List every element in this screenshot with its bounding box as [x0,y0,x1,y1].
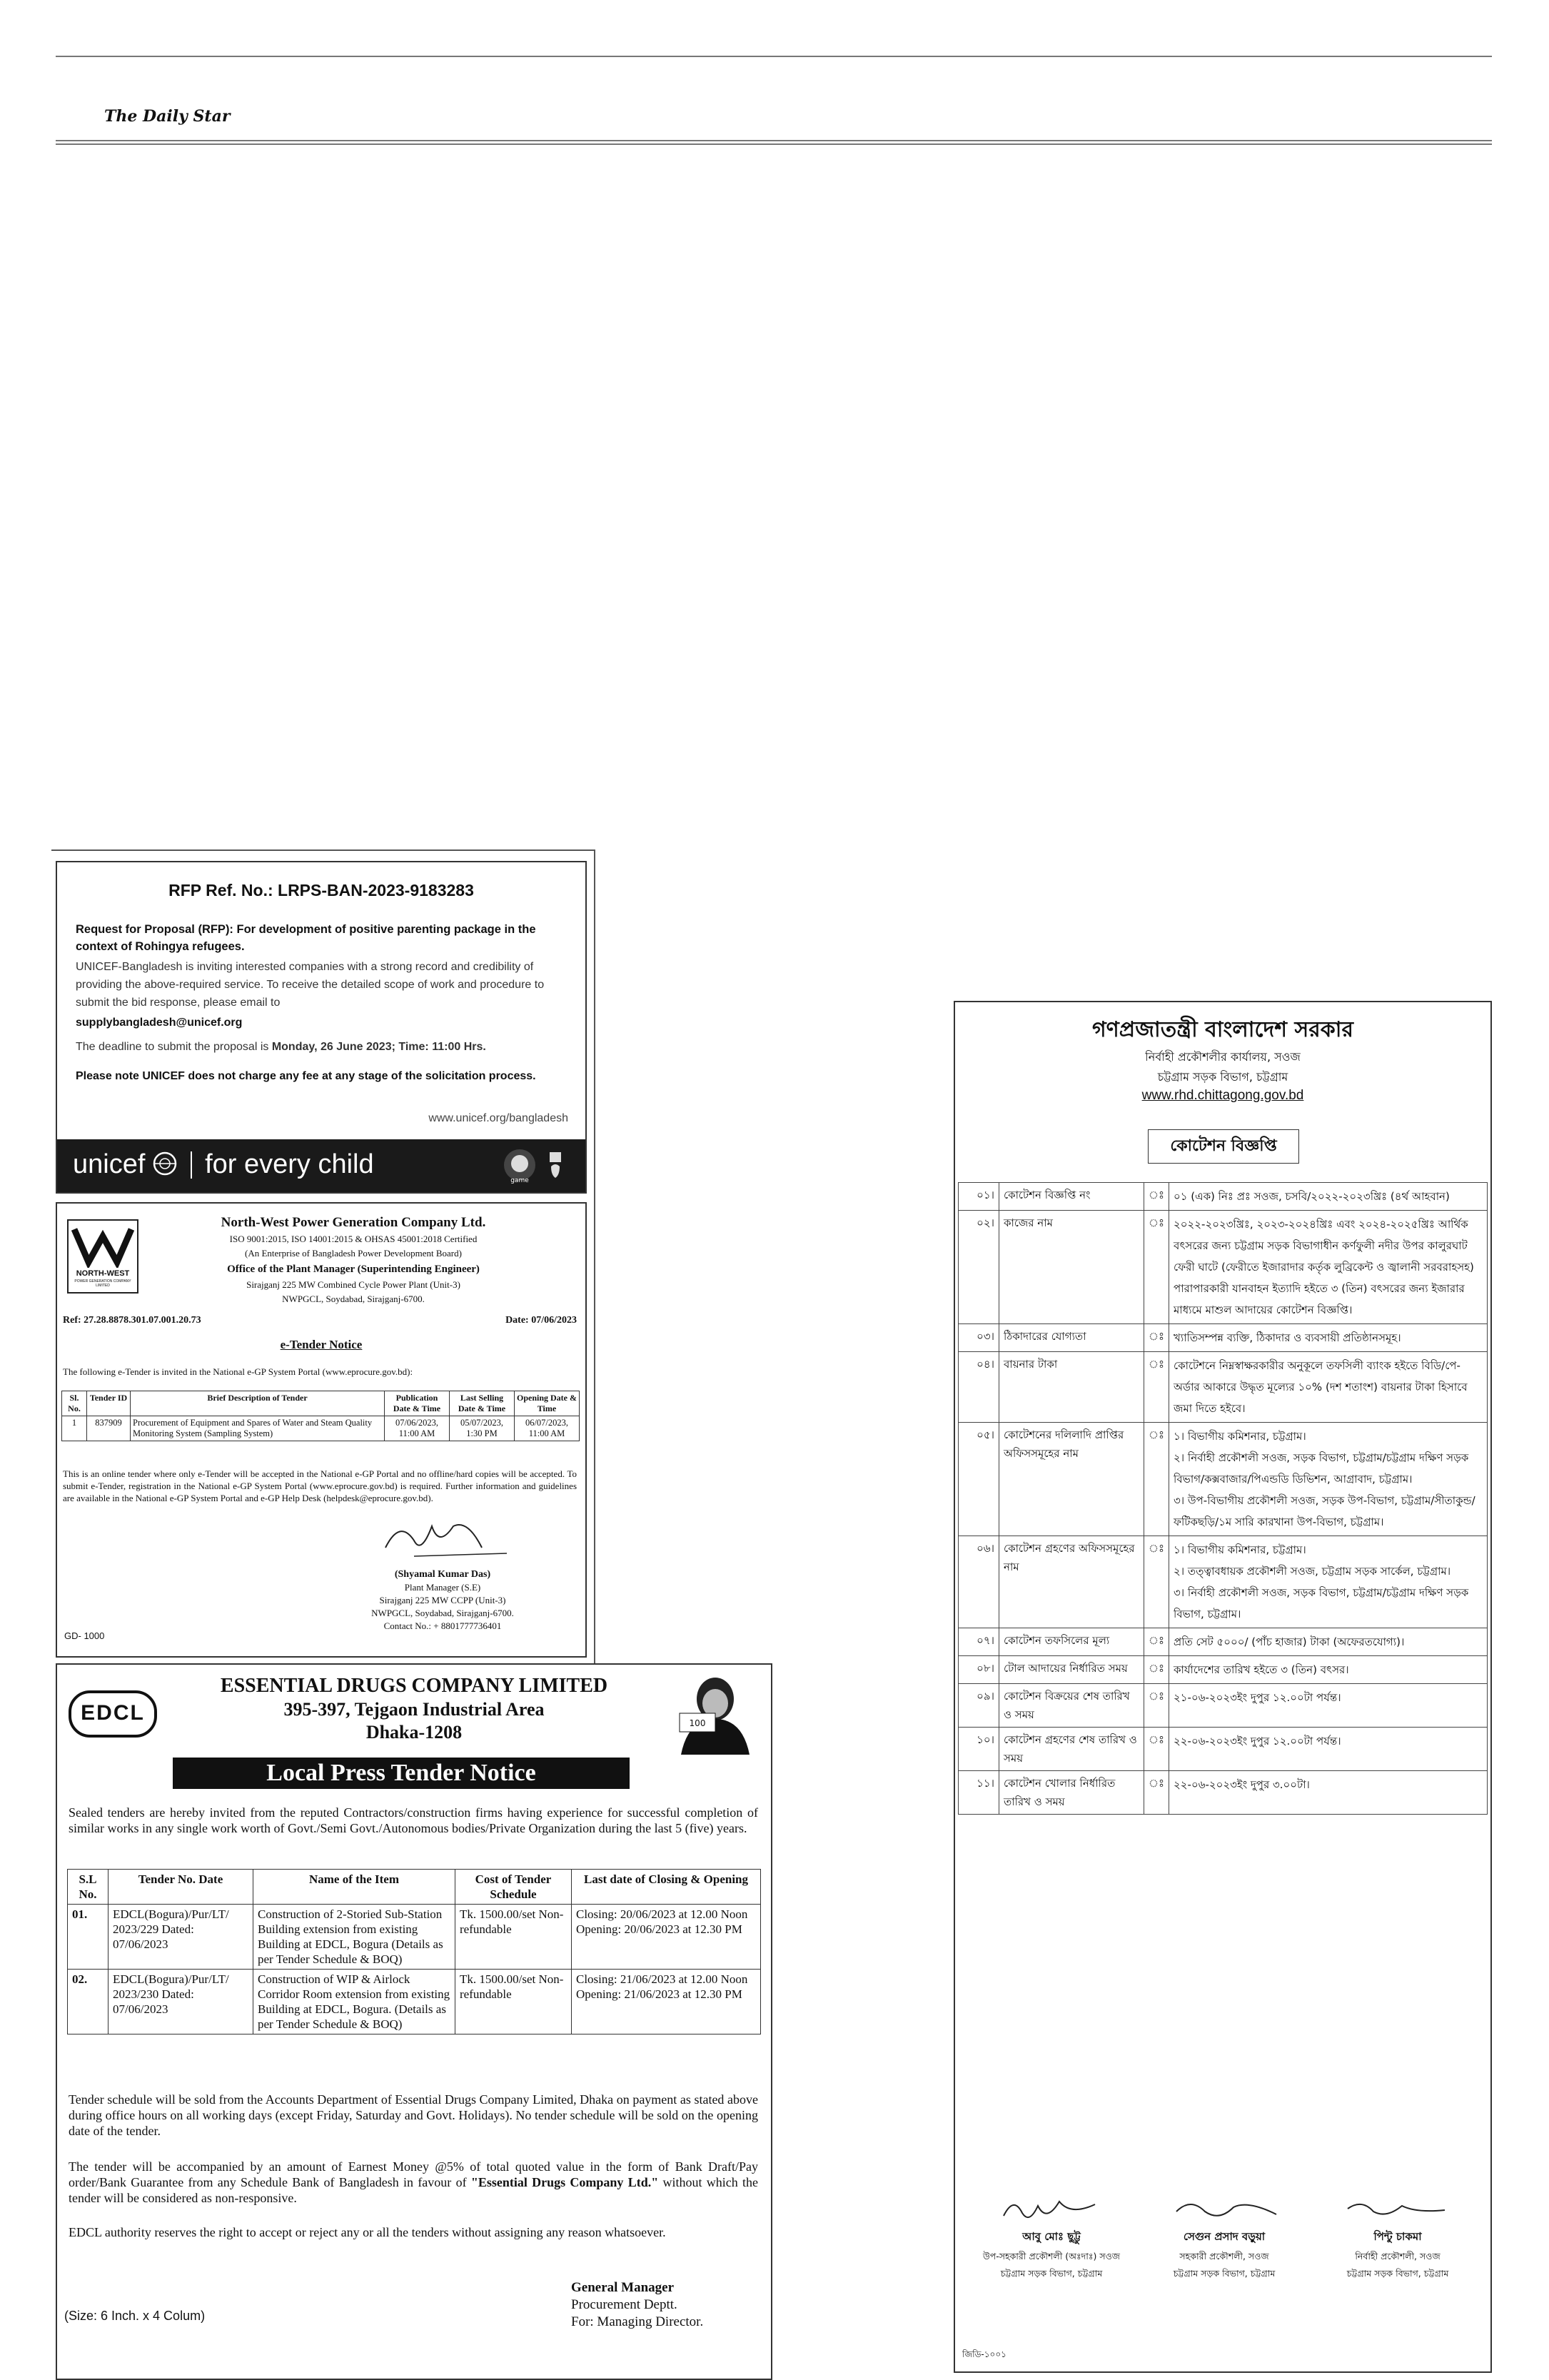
row-value-line: ২। তত্ত্বাবধায়ক প্রকৌশলী সওজ, চট্টগ্রাম সড়ক সার্কেল, চট্টগ্রাম। [1174,1565,1451,1578]
table-cell: Closing: 21/06/2023 at 12.00 Noon Opening: 21/06/2023 at 12.30 PM [572,1970,761,2034]
edcl-sign-3: For: Managing Director. [571,2314,704,2329]
table-header-row [62,1391,580,1416]
edcl-address-2: Dhaka-1208 [365,1722,463,1743]
table-row [959,1183,1488,1211]
nwpgcl-ref: Ref: 27.28.8878.301.07.001.20.73 [63,1315,201,1326]
unicef-deadline-prefix: The deadline to submit the proposal is [76,1041,272,1053]
row-label: কোটেশনের দলিলাদি প্রাপ্তির অফিসসমূহের নাম [999,1423,1144,1536]
unicef-note: Please note UNICEF does not charge any fee at any stage of the solicitation process. [76,1070,536,1082]
signatory-2-name: সেগুন প্রসাদ বড়ুয়া [1183,2230,1266,2243]
row-number: ১১। [959,1771,999,1815]
nwpgcl-signer-title: Plant Manager (S.E) [404,1582,481,1593]
edcl-para-2-c: without which the tender will be considered as non-responsive. [69,2175,759,2205]
table-row [959,1771,1488,1815]
masthead-rule [56,140,1492,141]
table-row [959,1656,1488,1684]
row-label: কোটেশন খোলার নির্ধারিত তারিখ ও সময় [999,1771,1144,1815]
row-colon: ঃ [1144,1684,1169,1728]
table-header: Opening Date & Time [515,1391,580,1416]
unicef-title: Request for Proposal (RFP): For development of positive parenting package in the context of Rohingya refugees. [76,923,536,953]
table-cell: Tk. 1500.00/set Non-refundable [455,1970,572,2034]
unicef-url-link[interactable]: www.unicef.org/bangladesh [428,1112,568,1124]
table-row [62,1416,580,1441]
nwpgcl-enterprise: (An Enterprise of Bangladesh Power Development Board) [245,1248,462,1259]
table-row [959,1324,1488,1352]
table-header: Last date of Closing & Opening [572,1870,761,1905]
bn-url-link[interactable]: www.rhd.chittagong.gov.bd [1141,1088,1304,1103]
row-value-line: কোটেশনে নিম্নস্বাক্ষরকারীর অনুকূলে তফসিলী ব্যাংক হইতে বিডি/পে-অর্ডার আকারে উদ্ধৃত মূল্যের ১০% (দশ শতাংশ) বায়নার টাকা হিসাবে জমা দিতে হইবে। [1174,1359,1468,1415]
unicef-tagline: for every child [205,1149,374,1179]
table-row [959,1423,1488,1536]
nwpgcl-signer-plant: Sirajganj 225 MW CCPP (Unit-3) [379,1595,506,1605]
signatory-3-name: পিন্টু চাকমা [1373,2230,1422,2243]
table-cell: 05/07/2023, 1:30 PM [450,1416,515,1441]
row-colon: ঃ [1144,1183,1169,1211]
signature-1-icon [998,2194,1105,2226]
row-value-line: ১। বিভাগীয় কমিশনার, চট্টগ্রাম। [1174,1543,1306,1556]
bn-notice-title: কোটেশন বিজ্ঞপ্তি [1170,1137,1277,1155]
table-cell: Tk. 1500.00/set Non-refundable [455,1905,572,1970]
row-label: কোটেশন তফসিলের মূল্য [999,1628,1144,1656]
row-number: ০৬। [959,1536,999,1628]
game-logo-icon [498,1145,570,1186]
table-cell: EDCL(Bogura)/Pur/LT/ 2023/230 Dated: 07/06/2023 [109,1970,253,2034]
table-header: Publication Date & Time [385,1391,450,1416]
bn-division: চট্টগ্রাম সড়ক বিভাগ, চট্টগ্রাম [1157,1070,1288,1084]
signatory-3-office: চট্টগ্রাম সড়ক বিভাগ, চট্টগ্রাম [1346,2268,1449,2279]
nwpgcl-w-icon [70,1224,136,1268]
edcl-para-2 [69,2159,758,2206]
row-number: ১০। [959,1728,999,1771]
unicef-ref: RFP Ref. No.: LRPS-BAN-2023-9183283 [168,881,474,899]
row-value-line: ২২-০৬-২০২৩ইং দুপুর ১২.০০টা পর্যন্ত। [1174,1735,1341,1748]
table-cell: Procurement of Equipment and Spares of Water and Steam Quality Monitoring System (Sampling System) [131,1416,385,1441]
row-value-line: ৩। উপ-বিভাগীয় প্রকৌশলী সওজ, সড়ক উপ-বিভাগ, চট্টগ্রাম/সীতাকুন্ড/ফটিকছড়ি/১ম সারি কারখানা উপ-বিভাগ, চট্টগ্রাম। [1174,1494,1475,1528]
bn-gd-code: জিডি-১০০১ [962,2349,1006,2359]
signatory-1-office: চট্টগ্রাম সড়ক বিভাগ, চট্টগ্রাম [1000,2268,1103,2279]
edcl-logo-text: EDCL [81,1701,145,1725]
row-value-line: ২। নির্বাহী প্রকৌশলী সওজ, সড়ক বিভাগ, চট্টগ্রাম/চট্টগ্রাম দক্ষিণ সড়ক বিভাগ/কক্সবাজার/পিএন্ডডি ডিভিশন, আগ্রাবাদ, চট্টগ্রাম। [1174,1451,1469,1486]
nwpgcl-logo [67,1219,138,1294]
unicef-brand-band [57,1139,585,1192]
table-header: S.L No. [68,1870,109,1905]
row-value [1169,1684,1488,1728]
table-row [68,1905,761,1970]
table-cell: 1 [62,1416,87,1441]
edcl-sign-2: Procurement Deptt. [571,2297,677,2312]
bangla-quotation-ad [954,1001,1492,2373]
nwpgcl-date: Date: 07/06/2023 [505,1315,577,1326]
unicef-deadline-date: Monday, 26 June 2023; Time: 11:00 Hrs. [271,1041,486,1053]
row-value [1169,1423,1488,1536]
row-colon: ঃ [1144,1352,1169,1423]
row-colon: ঃ [1144,1536,1169,1628]
nwpgcl-logo-sub: POWER GENERATION COMPANY LIMITED [74,1279,131,1288]
unicef-deadline [76,1041,486,1054]
edcl-logo [69,1690,157,1738]
row-value [1169,1211,1488,1324]
nwpgcl-iso: ISO 9001:2015, ISO 14001:2015 & OHSAS 45001:2018 Certified [229,1234,478,1244]
edcl-ad [56,1663,772,2380]
row-colon: ঃ [1144,1771,1169,1815]
nwpgcl-logo-text: NORTH-WEST [76,1269,130,1278]
table-cell: EDCL(Bogura)/Pur/LT/ 2023/229 Dated: 07/06/2023 [109,1905,253,1970]
signatory-3-role: নির্বাহী প্রকৌশলী, সওজ [1355,2251,1440,2261]
table-header: Brief Description of Tender [131,1391,385,1416]
row-colon: ঃ [1144,1324,1169,1352]
bn-quotation-table [958,1182,1488,1815]
row-value-line: প্রতি সেট ৫০০০/ (পাঁচ হাজার) টাকা (অফেরতযোগ্য)। [1174,1635,1405,1648]
nwpgcl-gd-code: GD- 1000 [64,1630,105,1641]
table-row [68,1970,761,2034]
row-number: ০৩। [959,1324,999,1352]
row-value [1169,1728,1488,1771]
bn-title: গণপ্রজাতন্ত্রী বাংলাদেশ সরকার [1092,1017,1353,1042]
row-label: কাজের নাম [999,1211,1144,1324]
edcl-size-note: (Size: 6 Inch. x 4 Colum) [64,2309,206,2323]
row-value [1169,1183,1488,1211]
row-label: ঠিকাদারের যোগ্যতা [999,1324,1144,1352]
row-label: কোটেশন গ্রহণের শেষ তারিখ ও সময় [999,1728,1144,1771]
table-header: Last Selling Date & Time [450,1391,515,1416]
table-header-row [68,1870,761,1905]
row-colon: ঃ [1144,1656,1169,1684]
unicef-globe-icon [153,1151,177,1176]
nwpgcl-signature-icon [371,1512,514,1569]
edcl-notice-banner [173,1758,630,1789]
edcl-para-1: Tender schedule will be sold from the Accounts Department of Essential Drugs Company Limited, Dhaka on payment as stated above during office hours on all working days (except Friday, Saturday and Govt. Holidays). No tender schedule will be sold on the opening date of the tender. [69,2092,758,2138]
row-label: কোটেশন বিজ্ঞপ্তি নং [999,1183,1144,1211]
table-header: Cost of Tender Schedule [455,1870,572,1905]
row-value [1169,1536,1488,1628]
signatory-2-role: সহকারী প্রকৌশলী, সওজ [1179,2251,1269,2261]
row-label: টোল আদায়ের নির্ধারিত সময় [999,1656,1144,1684]
top-rule [56,56,1492,57]
nwpgcl-tender-table [61,1391,580,1441]
signature-2-icon [1169,2194,1283,2226]
edcl-tender-table [67,1869,761,2034]
row-value-line: ০১ (এক) নিঃ প্রঃ সওজ, চসবি/২০২২-২০২৩খ্রিঃ (৪র্থ আহবান) [1174,1190,1450,1203]
signatory-1-role: উপ-সহকারী প্রকৌশলী (অঃদাঃ) সওজ [982,2251,1120,2261]
table-cell: 837909 [87,1416,131,1441]
edcl-para-2-a: The tender will be accompanied by an amount of Earnest Money @5% of total quoted value in the form of Bank Draft/Pay order/Bank Guarantee from any Schedule Bank of Bangladesh in favour of [69,2159,758,2189]
row-value-line: খ্যাতিসম্পন্ন ব্যক্তি, ঠিকাদার ও ব্যবসায়ী প্রতিষ্ঠানসমূহ। [1174,1331,1401,1344]
unicef-email-link[interactable]: supplybangladesh@unicef.org [76,1017,243,1029]
table-cell: Closing: 20/06/2023 at 12.00 Noon Opening: 20/06/2023 at 12.30 PM [572,1905,761,1970]
row-label: কোটেশন বিক্রয়ের শেষ তারিখ ও সময় [999,1684,1144,1728]
table-cell: 01. [68,1905,109,1970]
row-value [1169,1324,1488,1352]
nwpgcl-office: Office of the Plant Manager (Superintending Engineer) [227,1264,480,1275]
bn-office: নির্বাহী প্রকৌশলীর কার্যালয়, সওজ [1145,1050,1301,1064]
unicef-logo-text: unicef [73,1149,146,1179]
nwpgcl-company: North-West Power Generation Company Ltd. [221,1215,486,1230]
row-colon: ঃ [1144,1423,1169,1536]
edcl-notice-title: Local Press Tender Notice [266,1760,536,1786]
bn-notice-box [1148,1129,1299,1164]
row-colon: ঃ [1144,1211,1169,1324]
nwpgcl-signer: (Shyamal Kumar Das) [394,1569,491,1580]
portrait-emblem-icon [674,1670,760,1755]
row-value [1169,1352,1488,1423]
row-colon: ঃ [1144,1628,1169,1656]
row-number: ০১। [959,1183,999,1211]
row-number: ০৭। [959,1628,999,1656]
svg-text:game: game [510,1177,529,1184]
table-row [959,1536,1488,1628]
unicef-body: UNICEF-Bangladesh is inviting interested companies with a strong record and credibility of providing the above-required service. To receive the detailed scope of work and procedure to submit the bid response, please email to [76,961,545,1009]
row-number: ০৮। [959,1656,999,1684]
table-cell: 02. [68,1970,109,2034]
table-row [959,1628,1488,1656]
nwpgcl-contact: Contact No.: + 8801777736401 [383,1620,502,1631]
table-header: Sl. No. [62,1391,87,1416]
svg-text:100: 100 [689,1718,706,1728]
table-cell: Construction of WIP & Airlock Corridor Room extension from existing Building at EDCL, Bogura. (Details as per Tender Schedule & BOQ) [253,1970,455,2034]
row-value-line: কার্যাদেশের তারিখ হইতে ৩ (তিন) বৎসর। [1174,1663,1349,1676]
nwpgcl-notice-title: e-Tender Notice [280,1338,363,1351]
table-header: Tender ID [87,1391,131,1416]
masthead: The Daily Star [104,107,231,126]
table-row [959,1684,1488,1728]
edcl-sign-1: General Manager [571,2280,675,2295]
unicef-ad [56,861,587,1194]
nwpgcl-plant: Sirajganj 225 MW Combined Cycle Power Plant (Unit-3) [246,1279,460,1290]
edcl-para-2-b: "Essential Drugs Company Ltd." [470,2175,659,2189]
signature-3-icon [1341,2194,1455,2226]
nwpgcl-footnote: This is an online tender where only e-Tender will be accepted in the National e-GP Portal and no offline/hard copies will be accepted. To submit e-Tender, registration in the National e-GP System Portal (www.eprocure.gov.bd) is required. Further information and guidelines are available in the National e-GP System Portal and e-GP Help Desk (helpdesk@eprocure.gov.bd). [63,1468,577,1503]
row-value [1169,1771,1488,1815]
row-value-line: ৩। নির্বাহী প্রকৌশলী সওজ, সড়ক বিভাগ, চট্টগ্রাম/চট্টগ্রাম দক্ষিণ সড়ক বিভাগ, চট্টগ্রাম। [1174,1586,1469,1620]
table-cell: 07/06/2023, 11:00 AM [385,1416,450,1441]
signatory-1-name: আবু মোঃ ছুট্টু [1022,2230,1081,2243]
row-number: ০২। [959,1211,999,1324]
nwpgcl-signer-address: NWPGCL, Soydabad, Sirajganj-6700. [371,1608,514,1618]
table-header: Name of the Item [253,1870,455,1905]
row-number: ০৪। [959,1352,999,1423]
row-number: ০৫। [959,1423,999,1536]
table-cell: 06/07/2023, 11:00 AM [515,1416,580,1441]
nwpgcl-address: NWPGCL, Soydabad, Sirajganj-6700. [282,1294,425,1304]
edcl-company: ESSENTIAL DRUGS COMPANY LIMITED [220,1675,608,1697]
table-row [959,1728,1488,1771]
row-value-line: ২০২২-২০২৩খ্রিঃ, ২০২৩-২০২৪খ্রিঃ এবং ২০২৪-২০২৫খ্রিঃ আর্থিক বৎসরের জন্য চট্টগ্রাম সড়ক বিভাগাধীন কর্ণফুলী নদীর উপর কালুরঘাট ফেরী ঘাটে (ফেরীতে ইজারাদার কর্তৃক লুব্রিকেন্ট ও জ্বালানী সরবরাহসহ) পারাপারকারী যানবাহন ইত্যাদি হইতে ৩ (তিন) বৎসরের জন্য ইজারার মাধ্যমে মাশুল আদায়ের কোটেশন বিজ্ঞপ্তি। [1174,1218,1474,1316]
masthead-rule-2 [56,143,1492,145]
row-number: ০৯। [959,1684,999,1728]
signatory-2-office: চট্টগ্রাম সড়ক বিভাগ, চট্টগ্রাম [1173,2268,1276,2279]
row-value-line: ২১-০৬-২০২৩ইং দুপুর ১২.০০টা পর্যন্ত। [1174,1691,1341,1704]
nwpgcl-ad [56,1202,587,1658]
table-cell: Construction of 2-Storied Sub-Station Building extension from existing Building at EDCL, Bogura (Details as per Tender Schedule & BOQ) [253,1905,455,1970]
table-header: Tender No. Date [109,1870,253,1905]
row-value-line: ১। বিভাগীয় কমিশনার, চট্টগ্রাম। [1174,1430,1306,1443]
row-label: কোটেশন গ্রহণের অফিসসমূহের নাম [999,1536,1144,1628]
nwpgcl-intro: The following e-Tender is invited in the National e-GP System Portal (www.eprocure.gov.bd): [63,1366,413,1377]
row-value [1169,1628,1488,1656]
row-colon: ঃ [1144,1728,1169,1771]
row-label: বায়নার টাকা [999,1352,1144,1423]
table-row [959,1352,1488,1423]
edcl-address-1: 395-397, Tejgaon Industrial Area [283,1699,545,1720]
edcl-intro: Sealed tenders are hereby invited from the reputed Contractors/construction firms having experience for successful completion of similar works in any single work worth of Govt./Semi Govt./Autonomous bodies/Private Organization during the last 5 (five) years. [69,1805,758,1835]
row-value [1169,1656,1488,1684]
unicef-logo [73,1149,374,1180]
table-row [959,1211,1488,1324]
row-value-line: ২২-০৬-২০২৩ইং দুপুর ৩.০০টা। [1174,1778,1310,1791]
edcl-para-3: EDCL authority reserves the right to accept or reject any or all the tenders without assigning any reason whatsoever. [69,2225,666,2239]
